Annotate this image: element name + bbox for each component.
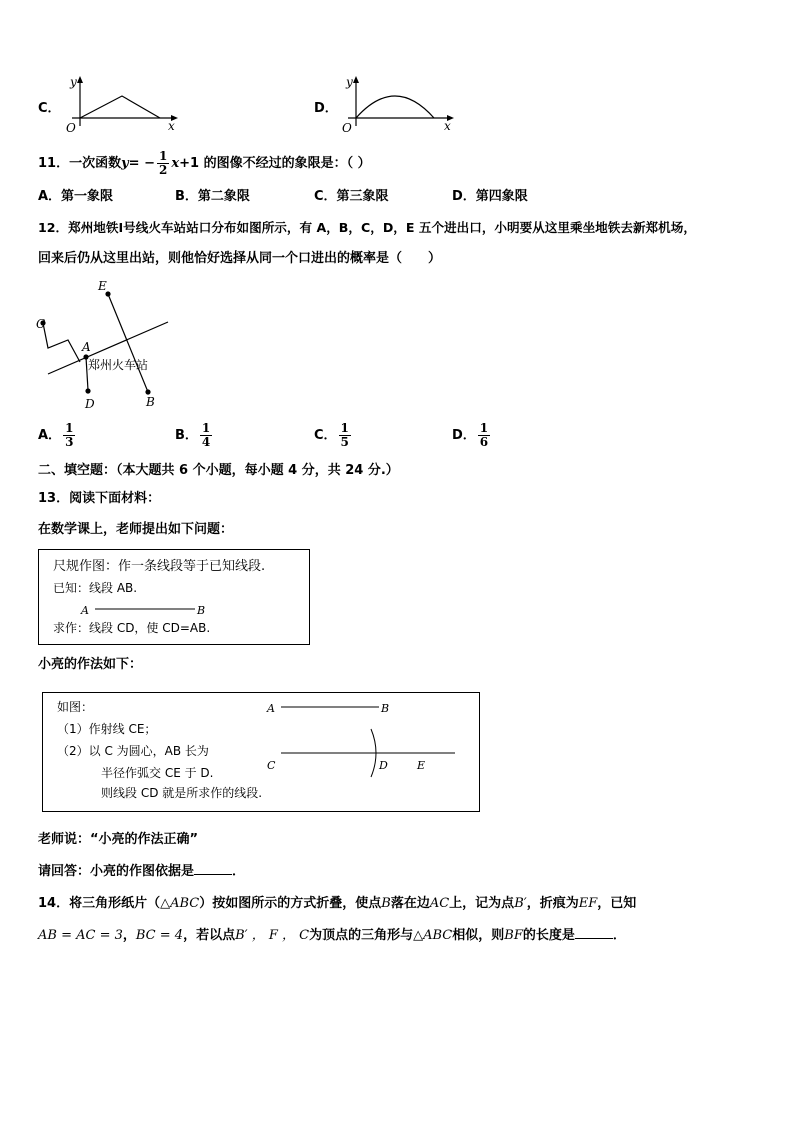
q13-box2-line5: 则线段 CD 就是所求作的线段. — [101, 786, 263, 800]
q13-fig-label-b: B — [381, 702, 390, 715]
q12-option-b-num: 1 — [201, 421, 211, 435]
q13-method-label: 小亮的作法如下： — [38, 657, 143, 672]
q14-side-ac: AC — [429, 896, 450, 911]
q12-line1: 12．郑州地铁Ⅰ号线火车站站口分布如图所示，有 A，B，C，D，E 五个进出口，小明要从这里乘坐地铁去新郑机场， — [38, 220, 696, 235]
q11-fraction — [157, 150, 169, 177]
q13-fig-label-a: A — [267, 702, 275, 715]
q13-box1-label-b: B — [197, 604, 206, 617]
q12-label-e: E — [98, 279, 107, 293]
q13-answer-text: 请回答：小亮的作图依据是 — [38, 864, 195, 879]
q14-text-b: ）按如图所示的方式折叠，使点 — [199, 896, 382, 911]
q11-stem-post: +1 的图像不经过的象限是：（ ） — [179, 156, 371, 171]
q14-answer-blank[interactable] — [575, 926, 613, 939]
q14-point-b-prime: B′ — [514, 896, 527, 911]
q12-label-a: A — [82, 340, 91, 354]
q11-number: 11． — [38, 156, 70, 171]
q12-option-d-den: 6 — [479, 435, 489, 449]
q12-option-d-frac — [478, 422, 490, 449]
q13-box1-label-a: A — [81, 604, 89, 617]
q12-option-a — [38, 422, 77, 449]
q14-separator: ， — [122, 928, 136, 943]
q12-option-b-den: 4 — [201, 435, 211, 449]
q11-option-d: D．第四象限 — [452, 189, 528, 204]
graph-c-y-label: y — [70, 75, 77, 89]
q14-text-f: ，已知 — [597, 896, 637, 911]
q12-label-b: B — [146, 395, 155, 409]
q13-heading: 13．阅读下面材料： — [38, 491, 161, 506]
graph-c — [62, 74, 180, 136]
q13-intro: 在数学课上，老师提出如下问题： — [38, 522, 234, 537]
q14-points: B′ ， F ， C — [235, 928, 310, 943]
q13-teacher-remark: 老师说：“小亮的作法正确” — [38, 832, 199, 847]
q11-eq: = − — [128, 156, 155, 171]
q14-eq-ab-ac: AB = AC = 3 — [38, 928, 123, 943]
q12-line2: 回来后仍从这里出站，则他恰好选择从同一个口进出的概率是（ ） — [38, 251, 442, 266]
q11-option-a: A．第一象限 — [38, 189, 114, 204]
q13-answer-prompt: 请回答：小亮的作图依据是 ． — [38, 864, 246, 879]
q11-x: x — [171, 156, 180, 171]
q14-triangle-abc: △ABC — [160, 896, 200, 911]
q12-option-b-letter: B． — [175, 428, 198, 443]
q13-box2-line1: 如图： — [57, 700, 94, 714]
q13-box2-line3: （2）以 C 为圆心，AB 长为 — [57, 744, 209, 758]
q12-option-c-frac — [339, 422, 351, 449]
q12-option-a-letter: A． — [38, 428, 62, 443]
q13-fig-label-c: C — [267, 759, 276, 772]
q14-text-c: 落在边 — [390, 896, 430, 911]
q11-option-b: B．第二象限 — [175, 189, 250, 204]
q12-option-b-frac — [200, 422, 212, 449]
q14-line2: AB = AC = 3，BC = 4，若以点B′ ， F ， C为顶点的三角形与△ABC相似，则BF的长度是 ． — [38, 928, 626, 943]
q14-text-i: 相似，则 — [452, 928, 505, 943]
q13-box1-title: 尺规作图：作一条线段等于已知线段. — [53, 559, 266, 574]
q11-y: y — [121, 156, 129, 171]
q13-box1-segment-ab — [79, 600, 219, 618]
q13-answer-blank[interactable] — [194, 862, 232, 875]
q13-box2-line2: （1）作射线 CE； — [57, 722, 157, 736]
q14-line1 — [38, 895, 636, 912]
q13-box1-find: 求作：线段 CD，使 CD=AB. — [53, 621, 211, 635]
q12-option-c-num: 1 — [340, 421, 349, 435]
q11-frac-den: 2 — [158, 163, 168, 177]
q12-label-d: D — [85, 397, 95, 411]
q13-fig-label-e: E — [417, 759, 426, 772]
q12-option-c-den: 5 — [340, 435, 349, 449]
q12-option-d — [452, 422, 492, 449]
q11-option-c: C．第三象限 — [314, 189, 389, 204]
q14-segment-bf: BF — [504, 928, 523, 943]
graph-d-origin-label: O — [342, 121, 352, 135]
q11-stem — [38, 150, 371, 177]
q14-text-g: ，若以点 — [183, 928, 236, 943]
q13-box1-given: 已知：线段 AB. — [53, 581, 138, 595]
q12-option-d-letter: D． — [452, 428, 476, 443]
q12-option-a-num: 1 — [65, 421, 74, 435]
q12-station-label: 郑州火车站 — [88, 358, 149, 372]
q11-stem-pre: 一次函数 — [69, 156, 122, 171]
q14-text-e: ，折痕为 — [526, 896, 579, 911]
q12-station-figure — [34, 278, 184, 414]
graph-d — [338, 74, 456, 136]
option-d-label: D． — [314, 101, 338, 116]
section-2-heading: 二、填空题：（本大题共 6 个小题，每小题 4 分，共 24 分.） — [38, 463, 399, 478]
q12-option-c-letter: C． — [314, 428, 337, 443]
q11-frac-num: 1 — [158, 149, 168, 163]
q12-label-c: C — [36, 317, 46, 331]
q13-problem-box — [38, 549, 310, 645]
q14-triangle-abc-2: △ABC — [413, 928, 453, 943]
q12-option-a-den: 3 — [65, 435, 74, 449]
q14-point-b: B — [381, 896, 391, 911]
q14-text-h: 为顶点的三角形与 — [309, 928, 414, 943]
q13-construction-figure — [265, 697, 465, 787]
graph-c-origin-label: O — [66, 121, 76, 135]
q14-text-d: 上，记为点 — [449, 896, 515, 911]
q13-fig-label-d: D — [379, 759, 388, 772]
q13-method-box — [42, 692, 480, 812]
graph-c-x-label: x — [168, 119, 175, 133]
q12-option-a-frac — [63, 422, 75, 449]
q12-option-d-num: 1 — [479, 421, 489, 435]
q14-eq-bc: BC = 4 — [135, 928, 184, 943]
graph-d-x-label: x — [444, 119, 451, 133]
q12-option-c — [314, 422, 353, 449]
graph-d-y-label: y — [346, 75, 353, 89]
option-c-label: C． — [38, 101, 61, 116]
q14-text-j: 的长度是 — [522, 928, 575, 943]
q14-crease-ef: EF — [578, 896, 598, 911]
q13-box2-line4: 半径作弧交 CE 于 D. — [101, 766, 214, 780]
q14-text-a: 14．将三角形纸片（ — [38, 896, 161, 911]
q12-option-b — [175, 422, 214, 449]
